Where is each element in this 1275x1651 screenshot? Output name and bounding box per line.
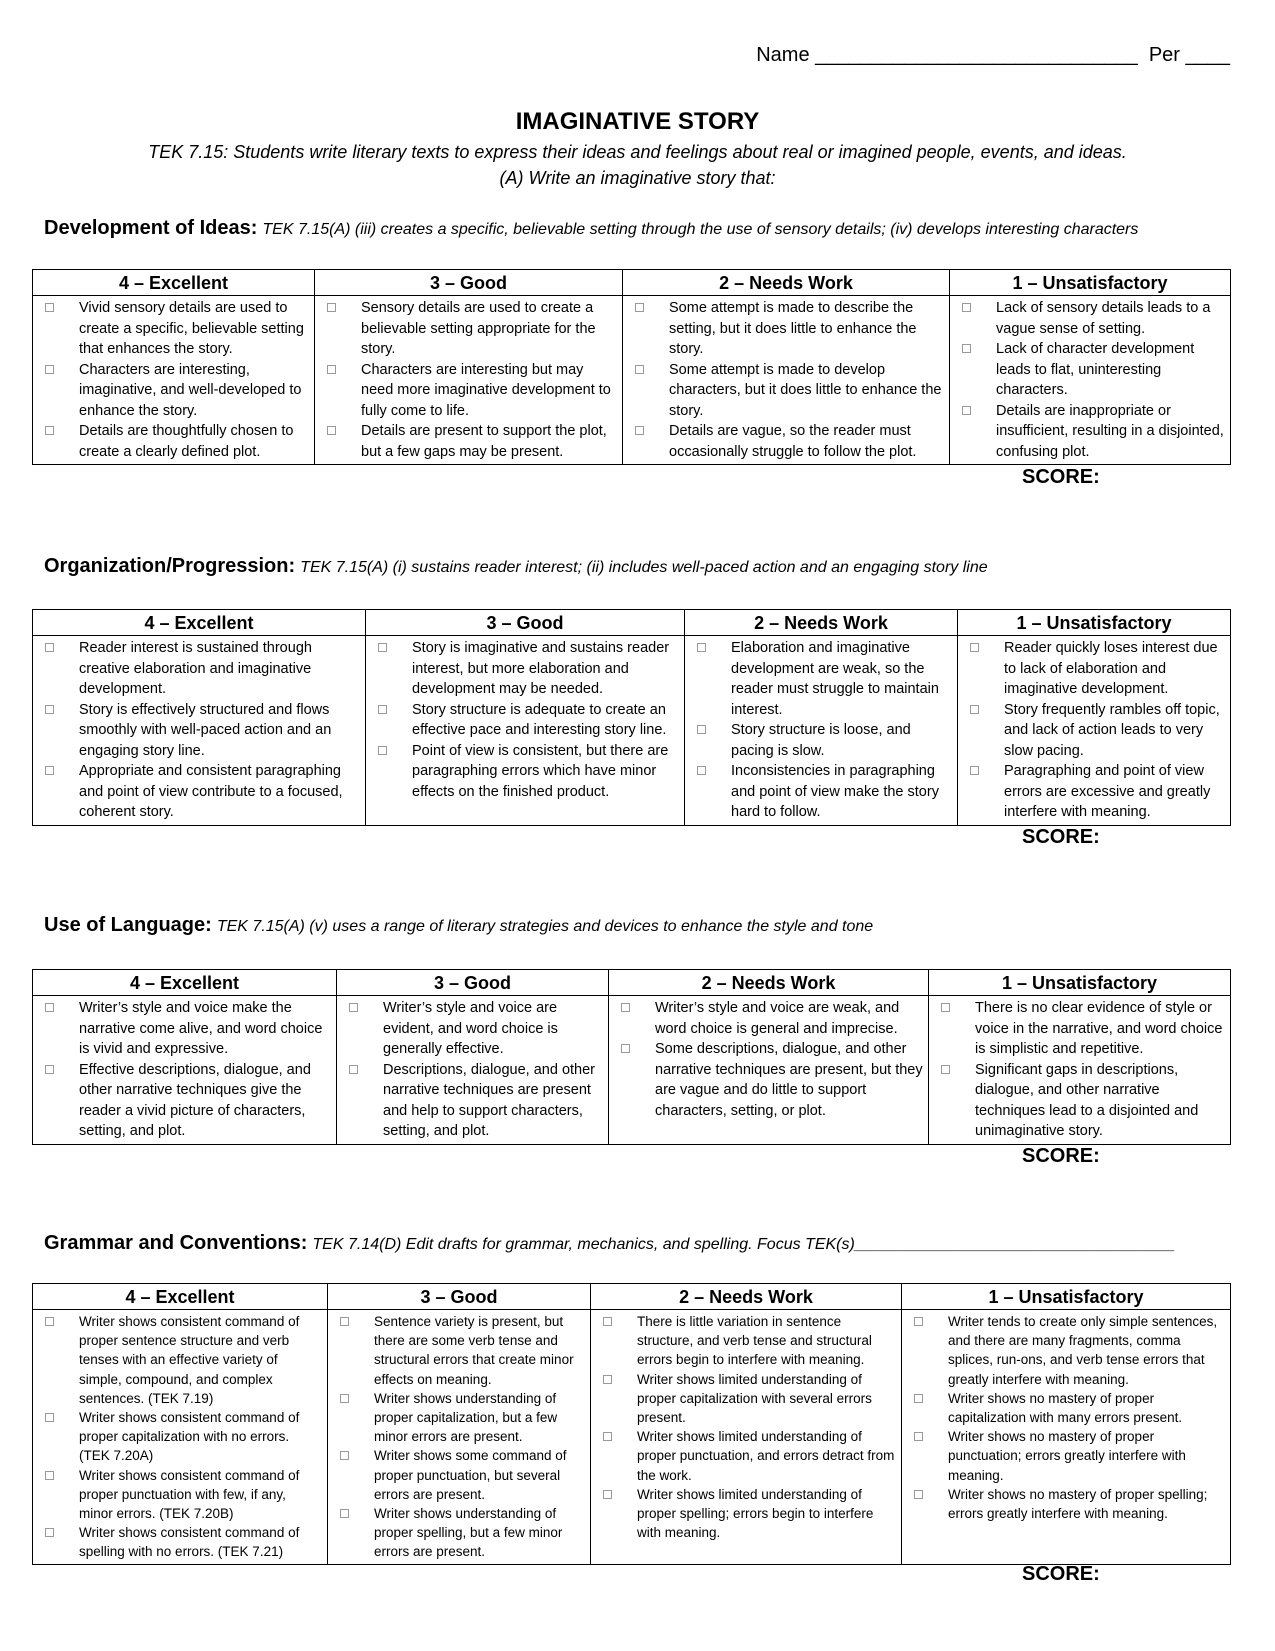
col-header: 1 – Unsatisfactory	[902, 1284, 1231, 1310]
criterion-item: Writer shows limited understanding of proper spelling; errors begin to interfere with meaning.	[601, 1485, 897, 1543]
section-organization-heading	[44, 555, 988, 578]
rubric-cell	[33, 1310, 328, 1565]
checkbox[interactable]	[962, 344, 971, 353]
criterion-item: Writer shows limited understanding of proper capitalization with several errors present.	[601, 1370, 897, 1428]
checkbox[interactable]	[378, 746, 387, 755]
checkbox[interactable]	[635, 365, 644, 374]
rubric-cell	[366, 636, 685, 826]
section-language-heading	[44, 914, 873, 937]
col-header: 2 – Needs Work	[609, 970, 929, 996]
checkbox[interactable]	[45, 643, 54, 652]
criterion-item: Writer shows understanding of proper spelling, but a few minor errors are present.	[338, 1504, 586, 1562]
checkbox[interactable]	[697, 725, 706, 734]
criterion-item: Writer shows understanding of proper capitalization, but a few minor errors are present.	[338, 1389, 586, 1447]
checkbox[interactable]	[340, 1394, 349, 1403]
checkbox[interactable]	[45, 766, 54, 775]
checkbox[interactable]	[621, 1003, 630, 1012]
criterion-item: Sentence variety is present, but there are some verb tense and structural errors that create minor effects on meaning.	[338, 1312, 586, 1389]
rubric-cell	[315, 296, 623, 465]
checkbox[interactable]	[603, 1432, 612, 1441]
checkbox[interactable]	[914, 1317, 923, 1326]
criterion-item: Story structure is loose, and pacing is slow.	[695, 720, 953, 761]
checkbox[interactable]	[45, 1065, 54, 1074]
rubric-table-grammar	[32, 1283, 1231, 1565]
score-label: SCORE:	[1022, 826, 1100, 848]
criterion-item: There is no clear evidence of style or voice in the narrative, and word choice is simplistic and repetitive.	[939, 998, 1226, 1060]
rubric-table-development	[32, 269, 1231, 465]
rubric-cell	[33, 636, 366, 826]
checkbox[interactable]	[45, 365, 54, 374]
checkbox[interactable]	[378, 705, 387, 714]
col-header: 4 – Excellent	[33, 270, 315, 296]
criterion-item: Writer’s style and voice are evident, and word choice is generally effective.	[347, 998, 604, 1060]
checkbox[interactable]	[962, 303, 971, 312]
checkbox[interactable]	[970, 705, 979, 714]
rubric-cell	[958, 636, 1231, 826]
checkbox[interactable]	[635, 303, 644, 312]
checkbox[interactable]	[45, 1528, 54, 1537]
checkbox[interactable]	[970, 643, 979, 652]
col-header: 3 – Good	[366, 610, 685, 636]
page-title: IMAGINATIVE STORY	[515, 108, 760, 135]
rubric-cell	[623, 296, 950, 465]
criterion-item: Details are present to support the plot, but a few gaps may be present.	[325, 421, 618, 462]
col-header: 3 – Good	[315, 270, 623, 296]
checkbox[interactable]	[45, 1003, 54, 1012]
checkbox[interactable]	[941, 1003, 950, 1012]
criterion-item: Lack of sensory details leads to a vague sense of setting.	[960, 298, 1226, 339]
criterion-item: Vivid sensory details are used to create a specific, believable setting that enhances the story.	[43, 298, 310, 360]
col-header: 2 – Needs Work	[623, 270, 950, 296]
checkbox[interactable]	[941, 1065, 950, 1074]
score-label: SCORE:	[1022, 466, 1100, 488]
rubric-table-organization	[32, 609, 1231, 826]
criterion-item: Story structure is adequate to create an effective pace and interesting story line.	[376, 700, 680, 741]
checkbox[interactable]	[697, 766, 706, 775]
criterion-item: Writer shows no mastery of proper spelling; errors greatly interfere with meaning.	[912, 1485, 1226, 1523]
checkbox[interactable]	[327, 426, 336, 435]
criterion-item: Writer’s style and voice make the narrative come alive, and word choice is vivid and expressive.	[43, 998, 332, 1060]
criterion-item: There is little variation in sentence structure, and verb tense and structural errors begin to interfere with meaning.	[601, 1312, 897, 1370]
checkbox[interactable]	[45, 303, 54, 312]
checkbox[interactable]	[349, 1003, 358, 1012]
name-period-line: Name _____________________________ Per ____	[756, 44, 1230, 66]
section-tek: TEK 7.14(D) Edit drafts for grammar, mechanics, and spelling. Focus TEK(s)____________________________________	[312, 1236, 1176, 1253]
criterion-item: Details are vague, so the reader must occasionally struggle to follow the plot.	[633, 421, 945, 462]
checkbox[interactable]	[621, 1044, 630, 1053]
criterion-item: Descriptions, dialogue, and other narrative techniques are present and help to support characters, setting, and plot.	[347, 1060, 604, 1142]
criterion-item: Some descriptions, dialogue, and other narrative techniques are present, but they are vague and do little to support characters, setting, or plot.	[619, 1039, 924, 1121]
checkbox[interactable]	[327, 303, 336, 312]
checkbox[interactable]	[45, 426, 54, 435]
rubric-cell	[929, 996, 1231, 1145]
criterion-item: Paragraphing and point of view errors are excessive and greatly interfere with meaning.	[968, 761, 1226, 823]
checkbox[interactable]	[603, 1317, 612, 1326]
section-grammar-heading	[44, 1232, 1175, 1255]
criterion-item: Elaboration and imaginative development are weak, so the reader must struggle to maintain interest.	[695, 638, 953, 720]
criterion-item: Significant gaps in descriptions, dialogue, and other narrative techniques lead to a disjointed and unimaginative story.	[939, 1060, 1226, 1142]
criterion-item: Writer shows some command of proper punctuation, but several errors are present.	[338, 1446, 586, 1504]
criterion-item: Story is effectively structured and flows smoothly with well-paced action and an engaging story line.	[43, 700, 361, 762]
col-header: 3 – Good	[337, 970, 609, 996]
checkbox[interactable]	[45, 1413, 54, 1422]
col-header: 1 – Unsatisfactory	[929, 970, 1231, 996]
score-label: SCORE:	[1022, 1145, 1100, 1167]
criterion-item: Writer shows consistent command of proper sentence structure and verb tenses with an effective variety of simple, compound, and complex sentences. (TEK 7.19)	[43, 1312, 323, 1408]
criterion-item: Writer shows no mastery of proper capitalization with many errors present.	[912, 1389, 1226, 1427]
criterion-item: Writer’s style and voice are weak, and word choice is general and imprecise.	[619, 998, 924, 1039]
section-name: Organization/Progression:	[44, 555, 296, 577]
tek-sub: (A) Write an imaginative story that:	[499, 168, 776, 188]
criterion-item: Reader quickly loses interest due to lack of elaboration and imaginative development.	[968, 638, 1226, 700]
checkbox[interactable]	[45, 1471, 54, 1480]
rubric-cell	[33, 296, 315, 465]
col-header: 2 – Needs Work	[591, 1284, 902, 1310]
criterion-item: Sensory details are used to create a believable setting appropriate for the story.	[325, 298, 618, 360]
checkbox[interactable]	[914, 1490, 923, 1499]
checkbox[interactable]	[635, 426, 644, 435]
checkbox[interactable]	[962, 406, 971, 415]
criterion-item: Point of view is consistent, but there are paragraphing errors which have minor effects on the finished product.	[376, 741, 680, 803]
criterion-item: Inconsistencies in paragraphing and point of view make the story hard to follow.	[695, 761, 953, 823]
section-tek: TEK 7.15(A) (iii) creates a specific, believable setting through the use of sensory details; (iv) develops interesting characters	[262, 221, 1139, 238]
criterion-item: Characters are interesting but may need more imaginative development to fully come to life.	[325, 360, 618, 422]
rubric-cell	[328, 1310, 591, 1565]
score-label: SCORE:	[1022, 1563, 1100, 1585]
checkbox[interactable]	[327, 365, 336, 374]
section-name: Grammar and Conventions:	[44, 1232, 308, 1254]
col-header: 3 – Good	[328, 1284, 591, 1310]
criterion-item: Writer shows no mastery of proper punctuation; errors greatly interfere with meaning.	[912, 1427, 1226, 1485]
criterion-item: Effective descriptions, dialogue, and other narrative techniques give the reader a vivid picture of characters, setting, and plot.	[43, 1060, 332, 1142]
tek-intro: TEK 7.15: Students write literary texts to express their ideas and feelings about real or imagined people, events, and ideas.	[148, 142, 1127, 162]
checkbox[interactable]	[970, 766, 979, 775]
rubric-cell	[337, 996, 609, 1145]
checkbox[interactable]	[340, 1509, 349, 1518]
rubric-cell	[591, 1310, 902, 1565]
criterion-item: Details are inappropriate or insufficient, resulting in a disjointed, confusing plot.	[960, 401, 1226, 463]
criterion-item: Some attempt is made to develop characters, but it does little to enhance the story.	[633, 360, 945, 422]
col-header: 1 – Unsatisfactory	[958, 610, 1231, 636]
section-name: Development of Ideas:	[44, 217, 258, 239]
criterion-item: Some attempt is made to describe the setting, but it does little to enhance the story.	[633, 298, 945, 360]
criterion-item: Reader interest is sustained through creative elaboration and imaginative development.	[43, 638, 361, 700]
checkbox[interactable]	[914, 1394, 923, 1403]
checkbox[interactable]	[914, 1432, 923, 1441]
criterion-item: Writer shows consistent command of spelling with no errors. (TEK 7.21)	[43, 1523, 323, 1561]
criterion-item: Appropriate and consistent paragraphing and point of view contribute to a focused, coherent story.	[43, 761, 361, 823]
checkbox[interactable]	[378, 643, 387, 652]
rubric-cell	[950, 296, 1231, 465]
col-header: 1 – Unsatisfactory	[950, 270, 1231, 296]
criterion-item: Story frequently rambles off topic, and lack of action leads to very slow pacing.	[968, 700, 1226, 762]
criterion-item: Story is imaginative and sustains reader interest, but more elaboration and development may be needed.	[376, 638, 680, 700]
checkbox[interactable]	[349, 1065, 358, 1074]
col-header: 2 – Needs Work	[685, 610, 958, 636]
rubric-cell	[33, 996, 337, 1145]
rubric-cell	[609, 996, 929, 1145]
rubric-table-language	[32, 969, 1231, 1145]
section-name: Use of Language:	[44, 914, 212, 936]
criterion-item: Writer tends to create only simple sentences, and there are many fragments, comma splices, run-ons, and verb tense errors that greatly interfere with meaning.	[912, 1312, 1226, 1389]
criterion-item: Details are thoughtfully chosen to create a clearly defined plot.	[43, 421, 310, 462]
section-tek: TEK 7.15(A) (i) sustains reader interest; (ii) includes well-paced action and an engaging story line	[300, 559, 988, 576]
col-header: 4 – Excellent	[33, 610, 366, 636]
criterion-item: Writer shows consistent command of proper capitalization with no errors. (TEK 7.20A)	[43, 1408, 323, 1466]
checkbox[interactable]	[603, 1375, 612, 1384]
checkbox[interactable]	[603, 1490, 612, 1499]
rubric-cell	[902, 1310, 1231, 1565]
criterion-item: Lack of character development leads to flat, uninteresting characters.	[960, 339, 1226, 401]
criterion-item: Writer shows consistent command of proper punctuation with few, if any, minor errors. (TEK 7.20B)	[43, 1466, 323, 1524]
checkbox[interactable]	[45, 705, 54, 714]
criterion-item: Characters are interesting, imaginative, and well-developed to enhance the story.	[43, 360, 310, 422]
col-header: 4 – Excellent	[33, 970, 337, 996]
checkbox[interactable]	[45, 1317, 54, 1326]
rubric-cell	[685, 636, 958, 826]
section-tek: TEK 7.15(A) (v) uses a range of literary strategies and devices to enhance the style and tone	[216, 918, 874, 935]
checkbox[interactable]	[340, 1317, 349, 1326]
checkbox[interactable]	[340, 1451, 349, 1460]
checkbox[interactable]	[697, 643, 706, 652]
section-development-heading	[44, 217, 1138, 240]
criterion-item: Writer shows limited understanding of proper punctuation, and errors detract from the work.	[601, 1427, 897, 1485]
col-header: 4 – Excellent	[33, 1284, 328, 1310]
